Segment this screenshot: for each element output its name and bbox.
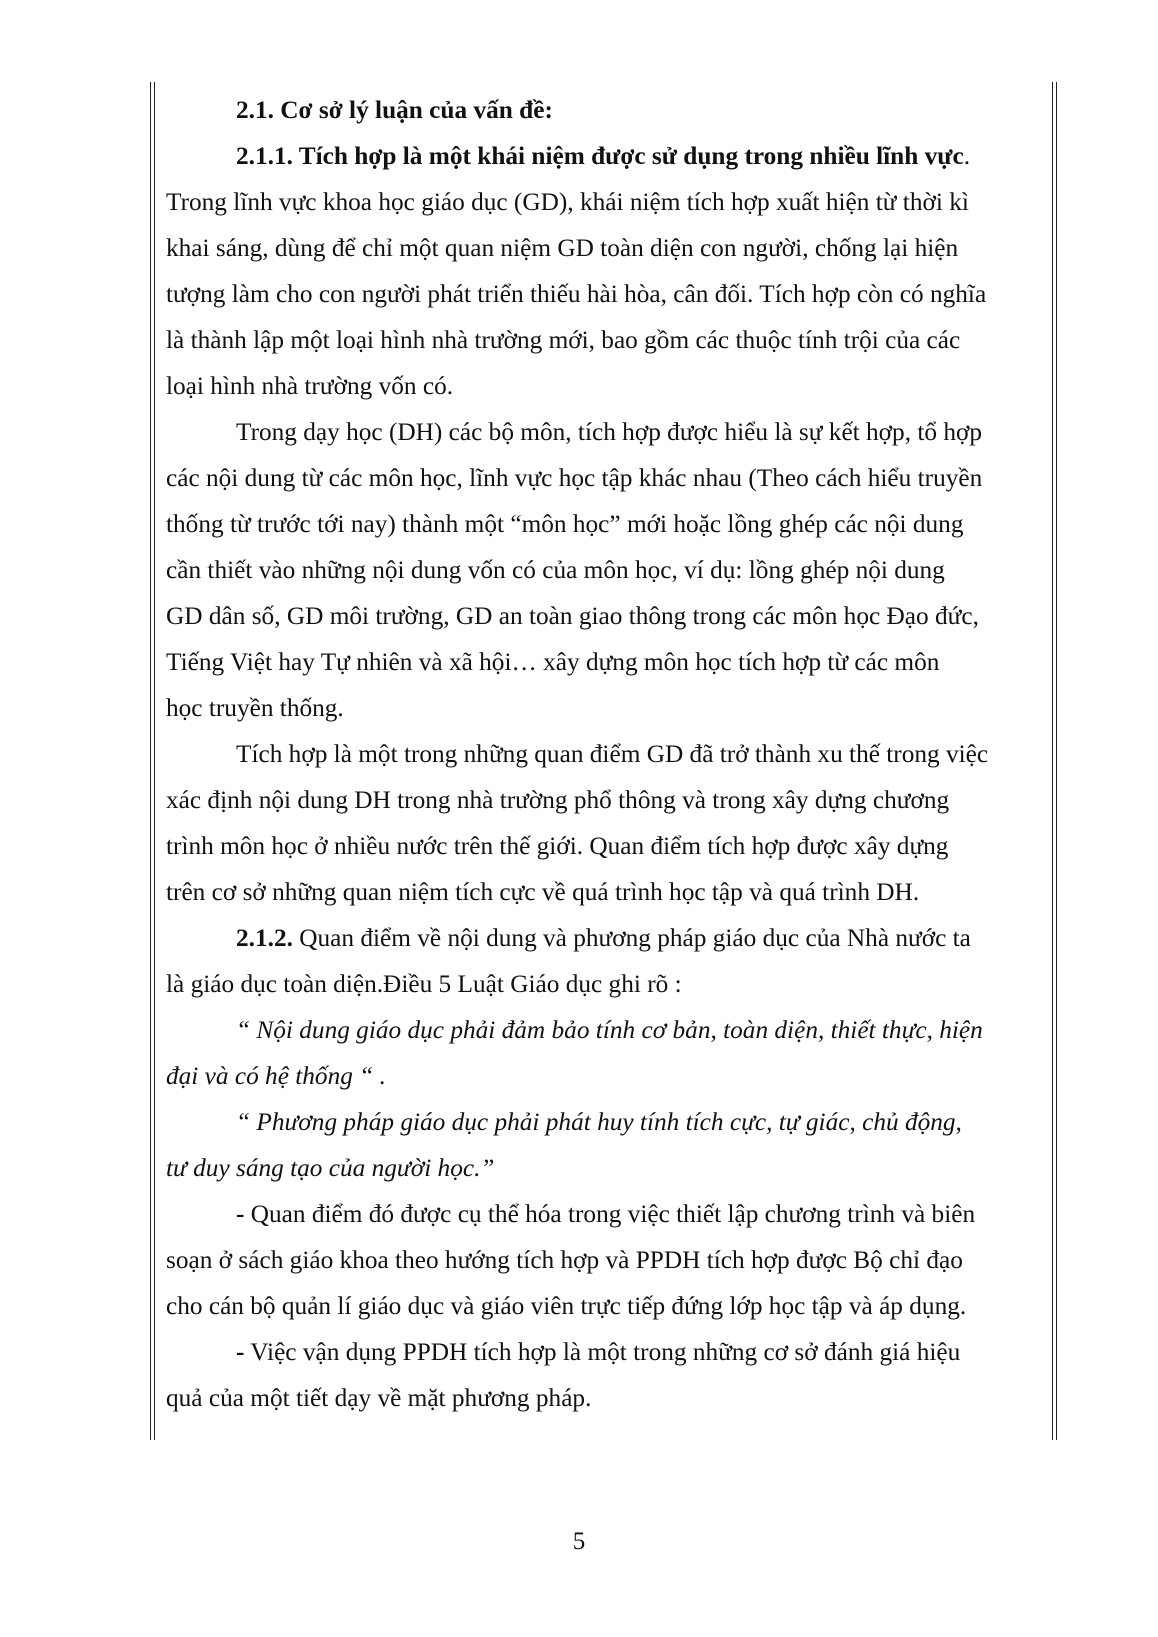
paragraph-line: các nội dung từ các môn học, lĩnh vực học tập khác nhau (Theo cách hiểu truyền xyxy=(166,464,983,492)
paragraph-line: xác định nội dung DH trong nhà trường phổ thông và trong xây dựng chương xyxy=(166,786,950,814)
quote-line: tư duy sáng tạo của người học.” xyxy=(166,1154,495,1182)
paragraph-line: cần thiết vào những nội dung vốn có của môn học, ví dụ: lồng ghép nội dung xyxy=(166,556,945,584)
bullet-dash: - xyxy=(236,1338,245,1366)
paragraph-line: là thành lập một loại hình nhà trường mới, bao gồm các thuộc tính trội của các xyxy=(166,326,961,354)
paragraph-line: là giáo dục toàn diện.Điều 5 Luật Giáo dục ghi rõ : xyxy=(166,970,682,998)
bullet-dash: - xyxy=(236,1200,245,1228)
heading-2-1-1-period: . xyxy=(963,142,971,170)
paragraph-line: Tiếng Việt hay Tự nhiên và xã hội… xây dựng môn học tích hợp từ các môn xyxy=(166,648,940,676)
paragraph-line: Trong lĩnh vực khoa học giáo dục (GD), khái niệm tích hợp xuất hiện từ thời kì xyxy=(166,188,969,216)
paragraph-line: học truyền thống. xyxy=(166,694,344,722)
paragraph-line: thống từ trước tới nay) thành một “môn học” mới hoặc lồng ghép các nội dung xyxy=(166,510,964,538)
paragraph-line: GD dân số, GD môi trường, GD an toàn giao thông trong các môn học Đạo đức, xyxy=(166,602,979,630)
paragraph-line: Trong dạy học (DH) các bộ môn, tích hợp được hiểu là sự kết hợp, tổ hợp xyxy=(236,418,983,446)
paragraph-line: quả của một tiết dạy về mặt phương pháp. xyxy=(166,1384,592,1412)
quote-line: đại và có hệ thống “ . xyxy=(166,1062,386,1090)
section-2-1-2-line xyxy=(166,915,1048,961)
section-heading-2-1-1 xyxy=(166,133,1048,179)
paragraph-line: Tích hợp là một trong những quan điểm GD đã trở thành xu thế trong việc xyxy=(236,740,989,768)
bullet-line xyxy=(166,1191,1048,1237)
bullet-text: Việc vận dụng PPDH tích hợp là một trong những cơ sở đánh giá hiệu xyxy=(244,1338,961,1366)
paragraph-line: khai sáng, dùng để chỉ một quan niệm GD toàn diện con người, chống lại hiện xyxy=(166,234,959,262)
page-number: 5 xyxy=(572,1528,586,1555)
paragraph-line: cho cán bộ quản lí giáo dục và giáo viên trực tiếp đứng lớp học tập và áp dụng. xyxy=(166,1292,967,1320)
paragraph-line: loại hình nhà trường vốn có. xyxy=(166,372,454,400)
heading-2-1-1-text: 2.1.1. Tích hợp là một khái niệm được sử dụng trong nhiều lĩnh vực xyxy=(236,142,964,170)
paragraph-line: trình môn học ở nhiều nước trên thế giới. Quan điểm tích hợp được xây dựng xyxy=(166,832,949,860)
paragraph-line: tượng làm cho con người phát triển thiếu hài hòa, cân đối. Tích hợp còn có nghĩa xyxy=(166,280,987,308)
left-border-rule xyxy=(150,82,155,1440)
quote-line: “ Nội dung giáo dục phải đảm bảo tính cơ bản, toàn diện, thiết thực, hiện xyxy=(236,1016,983,1044)
right-border-rule xyxy=(1052,82,1057,1440)
section-heading-2-1: 2.1. Cơ sở lý luận của vấn đề: xyxy=(236,96,553,124)
bullet-text: Quan điểm đó được cụ thể hóa trong việc thiết lập chương trình và biên xyxy=(244,1200,976,1228)
document-body xyxy=(166,87,1048,1421)
paragraph-line: soạn ở sách giáo khoa theo hướng tích hợp và PPDH tích hợp được Bộ chỉ đạo xyxy=(166,1246,963,1274)
paragraph-text: Quan điểm về nội dung và phương pháp giáo dục của Nhà nước ta xyxy=(292,924,971,952)
paragraph-line: trên cơ sở những quan niệm tích cực về quá trình học tập và quá trình DH. xyxy=(166,878,920,906)
quote-line: “ Phương pháp giáo dục phải phát huy tính tích cực, tự giác, chủ động, xyxy=(236,1108,962,1136)
section-heading-2-1-2: 2.1.2. xyxy=(236,924,293,952)
bullet-line xyxy=(166,1329,1048,1375)
